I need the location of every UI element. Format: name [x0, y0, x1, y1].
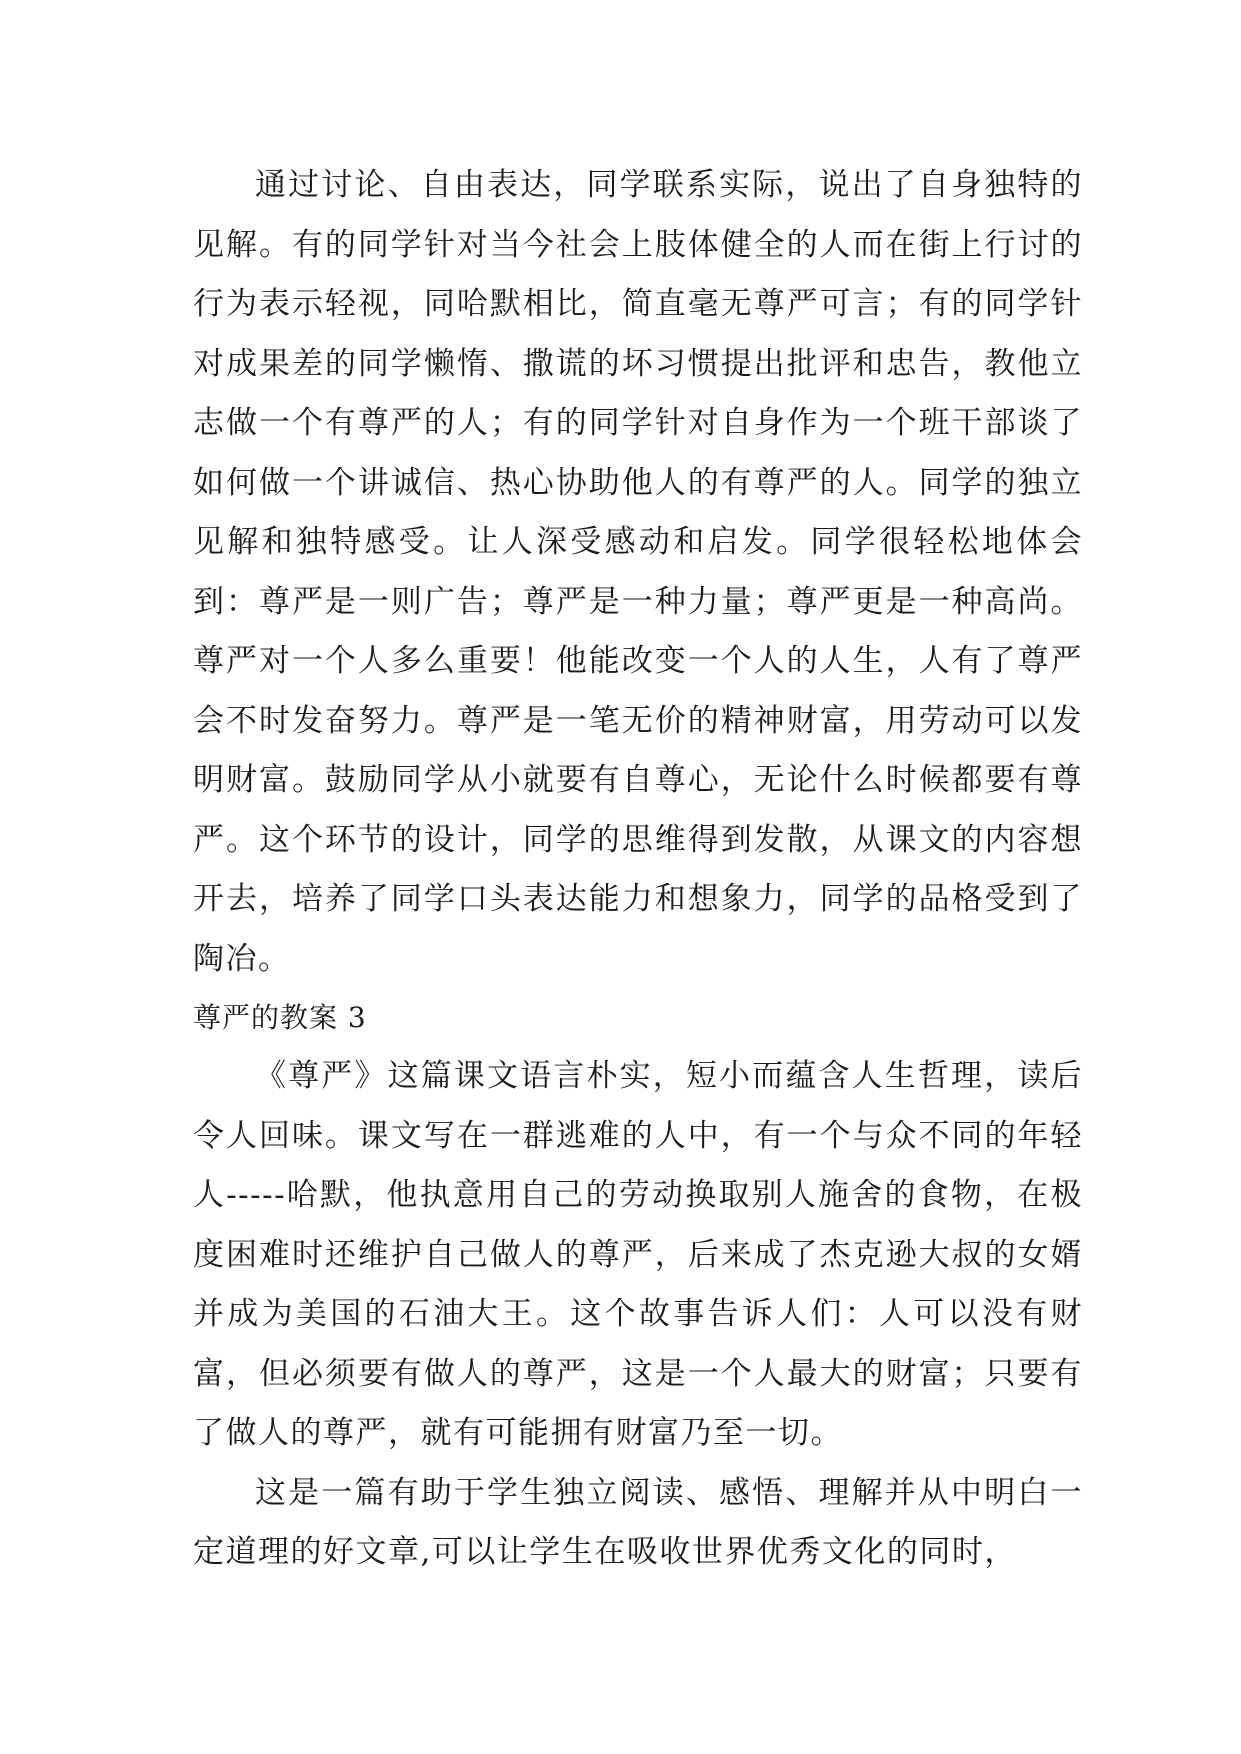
paragraph-lesson-value: 这是一篇有助于学生独立阅读、感悟、理解并从中明白一定道理的好文章,可以让学生在吸收世界优秀文化的同时，: [193, 1474, 1083, 1570]
paragraph-lesson-intro: 《尊严》这篇课文语言朴实，短小而蕴含人生哲理，读后令人回味。课文写在一群逃难的人中，有一个与众不同的年轻人-----哈默，他执意用自己的劳动换取别人施舍的食物，在极度困难时还维护自己做人的尊严，后来成了杰克逊大叔的女婿并成为美国的石油大王。这个故事告诉人们：人可以没有财富，但必须要有做人的尊严，这是一个人最大的财富；只要有了做人的尊严，就有可能拥有财富乃至一切。: [193, 1058, 1083, 1451]
section-heading: 尊严的教案 3: [193, 1001, 367, 1034]
document-body: [193, 156, 1083, 1583]
paragraph-discussion-summary: 通过讨论、自由表达，同学联系实际，说出了自身独特的见解。有的同学针对当今社会上肢体健全的人而在街上行讨的行为表示轻视，同哈默相比，简直毫无尊严可言；有的同学针对成果差的同学懒惰、撒谎的坏习惯提出批评和忠告，教他立志做一个有尊严的人；有的同学针对自身作为一个班干部谈了如何做一个讲诚信、热心协助他人的有尊严的人。同学的独立见解和独特感受。让人深受感动和启发。同学很轻松地体会到：尊严是一则广告；尊严是一种力量；尊严更是一种高尚。尊严对一个人多么重要！他能改变一个人的人生，人有了尊严会不时发奋努力。尊严是一笔无价的精神财富，用劳动可以发明财富。鼓励同学从小就要有自尊心，无论什么时候都要有尊严。这个环节的设计，同学的思维得到发散，从课文的内容想开去，培养了同学口头表达能力和想象力，同学的品格受到了陶冶。: [193, 167, 1083, 977]
